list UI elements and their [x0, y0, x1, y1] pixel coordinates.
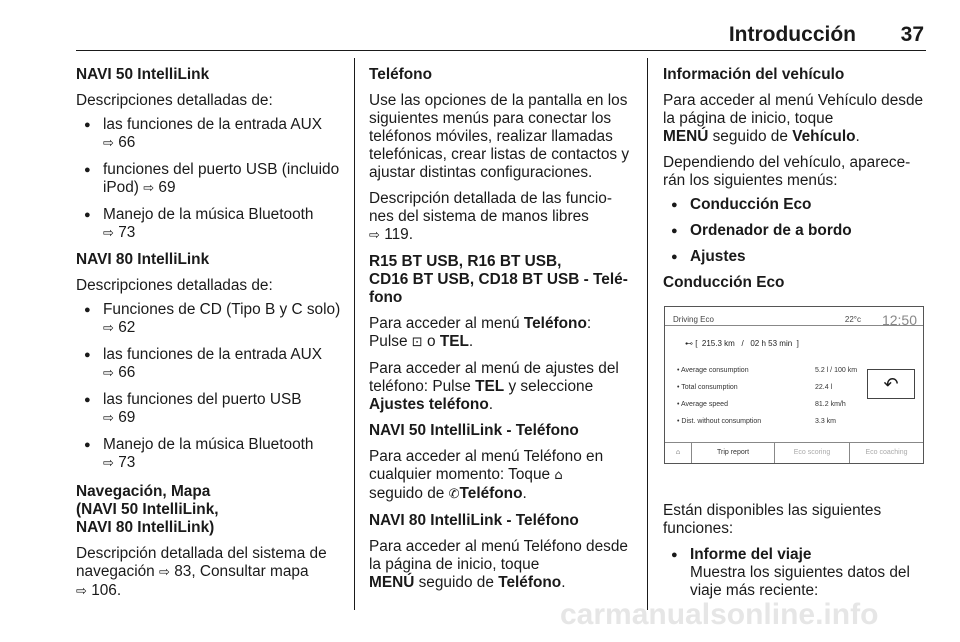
list — [663, 196, 929, 266]
section-heading: NAVI 50 IntelliLink — [76, 66, 210, 83]
home-icon: ⌂ — [665, 443, 692, 463]
column-divider — [354, 58, 355, 610]
column-1 — [76, 66, 346, 609]
section-heading: Navegación, Mapa (NAVI 50 IntelliLink, NAVI 80 IntelliLink) — [76, 483, 219, 536]
column-2 — [369, 66, 635, 600]
reference-arrow-icon: ⇨ — [103, 321, 114, 336]
paragraph: Para acceder al menú Teléfono: Pulse ⊡ o TEL. — [369, 315, 592, 350]
stat-label: • Average consumption — [677, 367, 749, 374]
list-item: ● las funciones de la entrada AUX ⇨ 66 — [76, 346, 346, 383]
list-item: ● Ajustes — [663, 248, 929, 266]
list — [76, 301, 346, 473]
stat-label: • Total consumption — [677, 384, 738, 391]
paragraph: Descripciones detalladas de: — [76, 92, 273, 109]
phone-icon: ✆ — [448, 487, 460, 502]
paragraph: Dependiendo del vehículo, aparece-rán los siguientes menús: — [663, 154, 911, 189]
reference-arrow-icon: ⇨ — [103, 136, 114, 151]
tab-trip-report: Trip report — [692, 443, 775, 463]
list-item: ● Manejo de la música Bluetooth ⇨ 73 — [76, 206, 346, 243]
paragraph: Para acceder al menú de ajustes del teléfono: Pulse TEL y seleccione Ajustes teléfono. — [369, 360, 619, 413]
list-item: ● Conducción Eco — [663, 196, 929, 214]
home-icon: ⌂ — [554, 468, 563, 483]
paragraph: Para acceder al menú Vehículo desde la página de inicio, toque MENÚ seguido de Vehículo. — [663, 92, 924, 145]
clock: 12:50 — [881, 312, 917, 328]
paragraph: Están disponibles las siguientes funciones: — [663, 502, 882, 537]
section-heading: Teléfono — [369, 66, 432, 83]
reference-arrow-icon: ⇨ — [103, 456, 114, 471]
reset-icon: ↶ — [867, 369, 915, 399]
list-item: ● funciones del puerto USB (incluido iPod) ⇨ 69 — [76, 161, 346, 198]
phone-button-icon: ⊡ — [411, 335, 423, 350]
section-heading: Conducción Eco — [663, 274, 785, 291]
section-heading: Información del vehículo — [663, 66, 845, 83]
reference-arrow-icon: ⇨ — [159, 565, 170, 580]
reference-arrow-icon: ⇨ — [369, 228, 380, 243]
reference-arrow-icon: ⇨ — [76, 584, 87, 599]
stat-value: 3.3 km — [815, 418, 837, 425]
tab-eco-coaching: Eco coaching — [865, 449, 908, 456]
reference-arrow-icon: ⇨ — [143, 181, 155, 196]
tab-eco-scoring: Eco scoring — [775, 443, 850, 463]
section-heading: R15 BT USB, R16 BT USB, CD16 BT USB, CD18 BT USB - Telé-fono — [369, 253, 628, 306]
paragraph: Use las opciones de la pantalla en los siguientes menús para conectar los teléfonos móviles, realizar llamadas telefónicas, crear listas de contactos y ajustar distintas configuraciones. — [369, 92, 630, 181]
temperature: 22°c — [844, 315, 861, 324]
driving-eco-screenshot — [664, 306, 924, 464]
stat-value: 22.4 l — [815, 384, 833, 391]
stat-label: • Dist. without consumption — [677, 418, 762, 425]
page-header — [0, 0, 960, 52]
page-title: Introducción — [728, 23, 856, 46]
page-number: 37 — [900, 23, 924, 46]
reference-arrow-icon: ⇨ — [103, 411, 114, 426]
screen-title: Driving Eco — [673, 315, 714, 324]
stat-labels — [677, 362, 761, 430]
list-item: ● las funciones de la entrada AUX ⇨ 66 — [76, 116, 346, 153]
car-icon: ⊷ — [685, 339, 693, 348]
paragraph: Descripciones detalladas de: — [76, 277, 273, 294]
column-divider — [647, 58, 648, 610]
paragraph: Descripción detallada de las funcio-nes del sistema de manos libres ⇨ 119. — [369, 190, 612, 243]
paragraph: Para acceder al menú Teléfono desde la página de inicio, toque MENÚ seguido de Teléfono. — [369, 538, 628, 591]
paragraph: Descripción detallada del sistema de navegación ⇨ 83, Consultar mapa ⇨ 106. — [76, 545, 327, 599]
reference-arrow-icon: ⇨ — [103, 366, 114, 381]
screen-tabs — [665, 442, 923, 463]
list — [76, 116, 346, 243]
watermark: carmanualsonline.info — [560, 598, 879, 631]
stat-value: 81.2 km/h — [815, 401, 846, 408]
section-heading: NAVI 50 IntelliLink - Teléfono — [369, 422, 579, 439]
list-item: ● Ordenador de a bordo — [663, 222, 929, 240]
list — [663, 546, 929, 600]
screen-topbar — [665, 307, 923, 326]
paragraph: Para acceder al menú Teléfono en cualquier momento: Toque ⌂ seguido de ✆Teléfono. — [369, 448, 604, 502]
header-rule — [76, 50, 926, 51]
stat-values — [815, 362, 857, 430]
list-item: ● Funciones de CD (Tipo B y C solo) ⇨ 62 — [76, 301, 346, 338]
section-heading: NAVI 80 IntelliLink — [76, 251, 210, 268]
trip-summary: ⊷ [ 215.3 km / 02 h 53 min ] — [685, 339, 799, 348]
list-item: ● Informe del viaje Muestra los siguientes datos del viaje más reciente: — [663, 546, 929, 600]
column-3-lower — [663, 502, 929, 608]
column-3 — [663, 66, 929, 300]
reference-arrow-icon: ⇨ — [103, 226, 114, 241]
list-item: ● las funciones del puerto USB ⇨ 69 — [76, 391, 346, 428]
stat-value: 5.2 l / 100 km — [815, 367, 858, 374]
stat-label: • Average speed — [677, 401, 728, 408]
section-heading: NAVI 80 IntelliLink - Teléfono — [369, 512, 579, 529]
list-item: ● Manejo de la música Bluetooth ⇨ 73 — [76, 436, 346, 473]
